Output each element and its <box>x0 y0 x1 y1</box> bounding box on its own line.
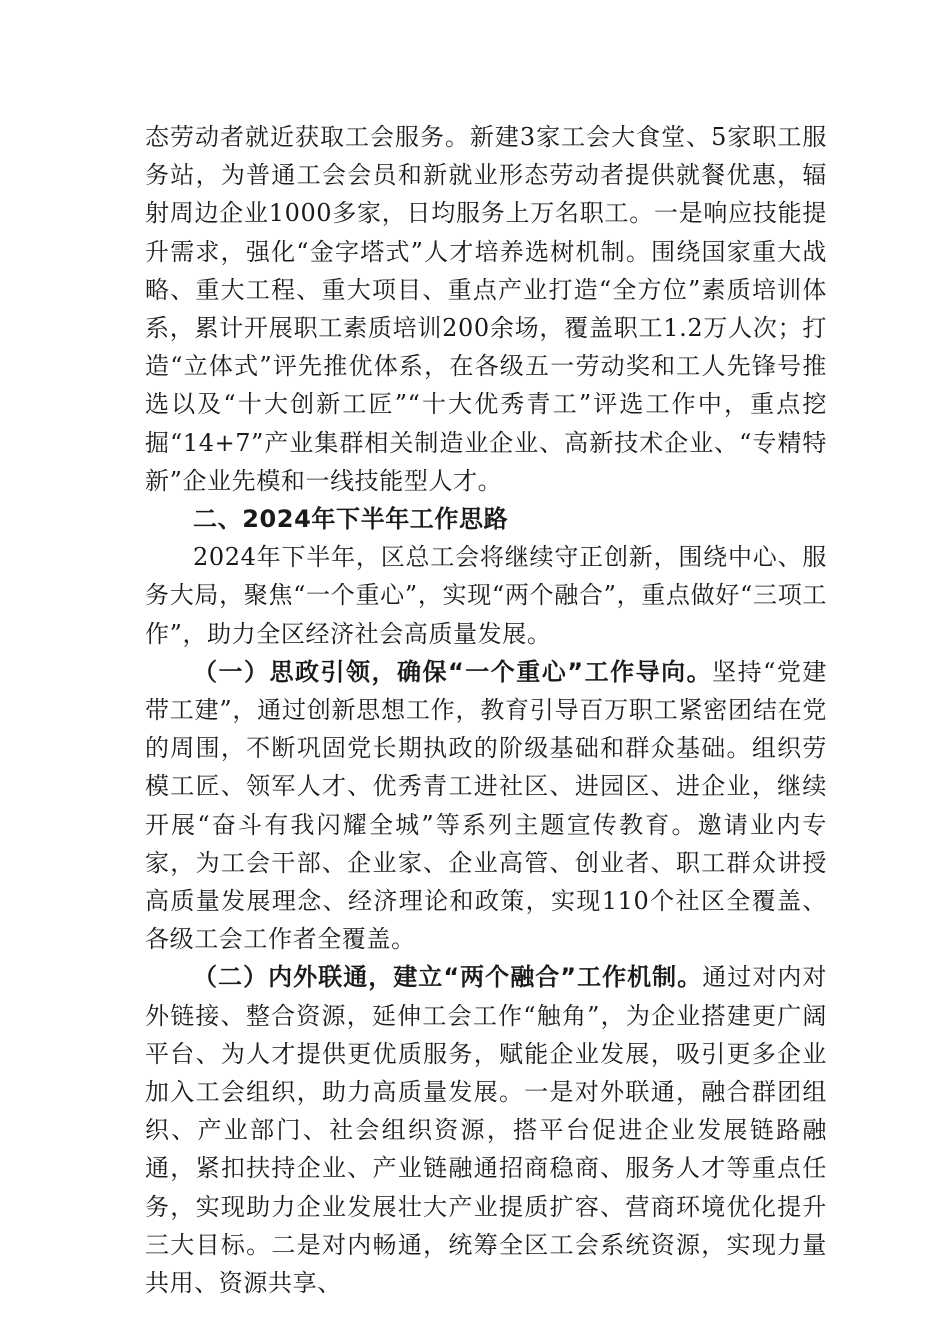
paragraph-item-1 <box>145 653 827 959</box>
paragraph-intro: 2024年下半年，区总工会将继续守正创新，围绕中心、服务大局，聚焦“一个重心”，实现“两个融合”，重点做好“三项工作”，助力全区经济社会高质量发展。 <box>145 543 827 648</box>
document-page <box>145 118 827 1302</box>
paragraph-continued: 态劳动者就近获取工会服务。新建3家工会大食堂、5家职工服务站，为普通工会会员和新就业形态劳动者提供就餐优惠，辐射周边企业1000多家，日均服务上万名职工。一是响应技能提升需求，强化“金字塔式”人才培养选树机制。围绕国家重大战略、重大工程、重大项目、重点产业打造“全方位”素质培训体系，累计开展职工素质培训200余场，覆盖职工1.2万人次；打造“立体式”评先推优体系，在各级五一劳动奖和工人先锋号推选以及“十大创新工匠”“十大优秀青工”评选工作中，重点挖掘“14+7”产业集群相关制造业企业、高新技术企业、“专精特新”企业先模和一线技能型人才。 <box>145 123 827 495</box>
item-1-lead: （一）思政引领，确保“一个重心”工作导向。 <box>193 657 713 686</box>
section-heading: 二、2024年下半年工作思路 <box>193 505 509 534</box>
item-2-lead: （二）内外联通，建立“两个融合”工作机制。 <box>193 963 703 992</box>
paragraph-item-2 <box>145 958 827 1302</box>
item-1-body: 坚持“党建带工建”，通过创新思想工作，教育引导百万职工紧密团结在党的周围，不断巩固党长期执政的阶级基础和群众基础。组织劳模工匠、领军人才、优秀青工进社区、进园区、进企业，继续开展“奋斗有我闪耀全城”等系列主题宣传教育。邀请业内专家，为工会干部、企业家、企业高管、创业者、职工群众讲授高质量发展理念、经济理论和政策，实现110个社区全覆盖、各级工会工作者全覆盖。 <box>145 657 827 954</box>
item-2-body: 通过对内对外链接、整合资源，延伸工会工作“触角”，为企业搭建更广阔平台、为人才提供更优质服务，赋能企业发展，吸引更多企业加入工会组织，助力高质量发展。一是对外联通，融合群团组织、产业部门、社会组织资源，搭平台促进企业发展链路融通，紧扣扶持企业、产业链融通招商稳商、服务人才等重点任务，实现助力企业发展壮大产业提质扩容、营商环境优化提升三大目标。二是对内畅通，统筹全区工会系统资源，实现力量共用、资源共享、 <box>145 963 828 1298</box>
